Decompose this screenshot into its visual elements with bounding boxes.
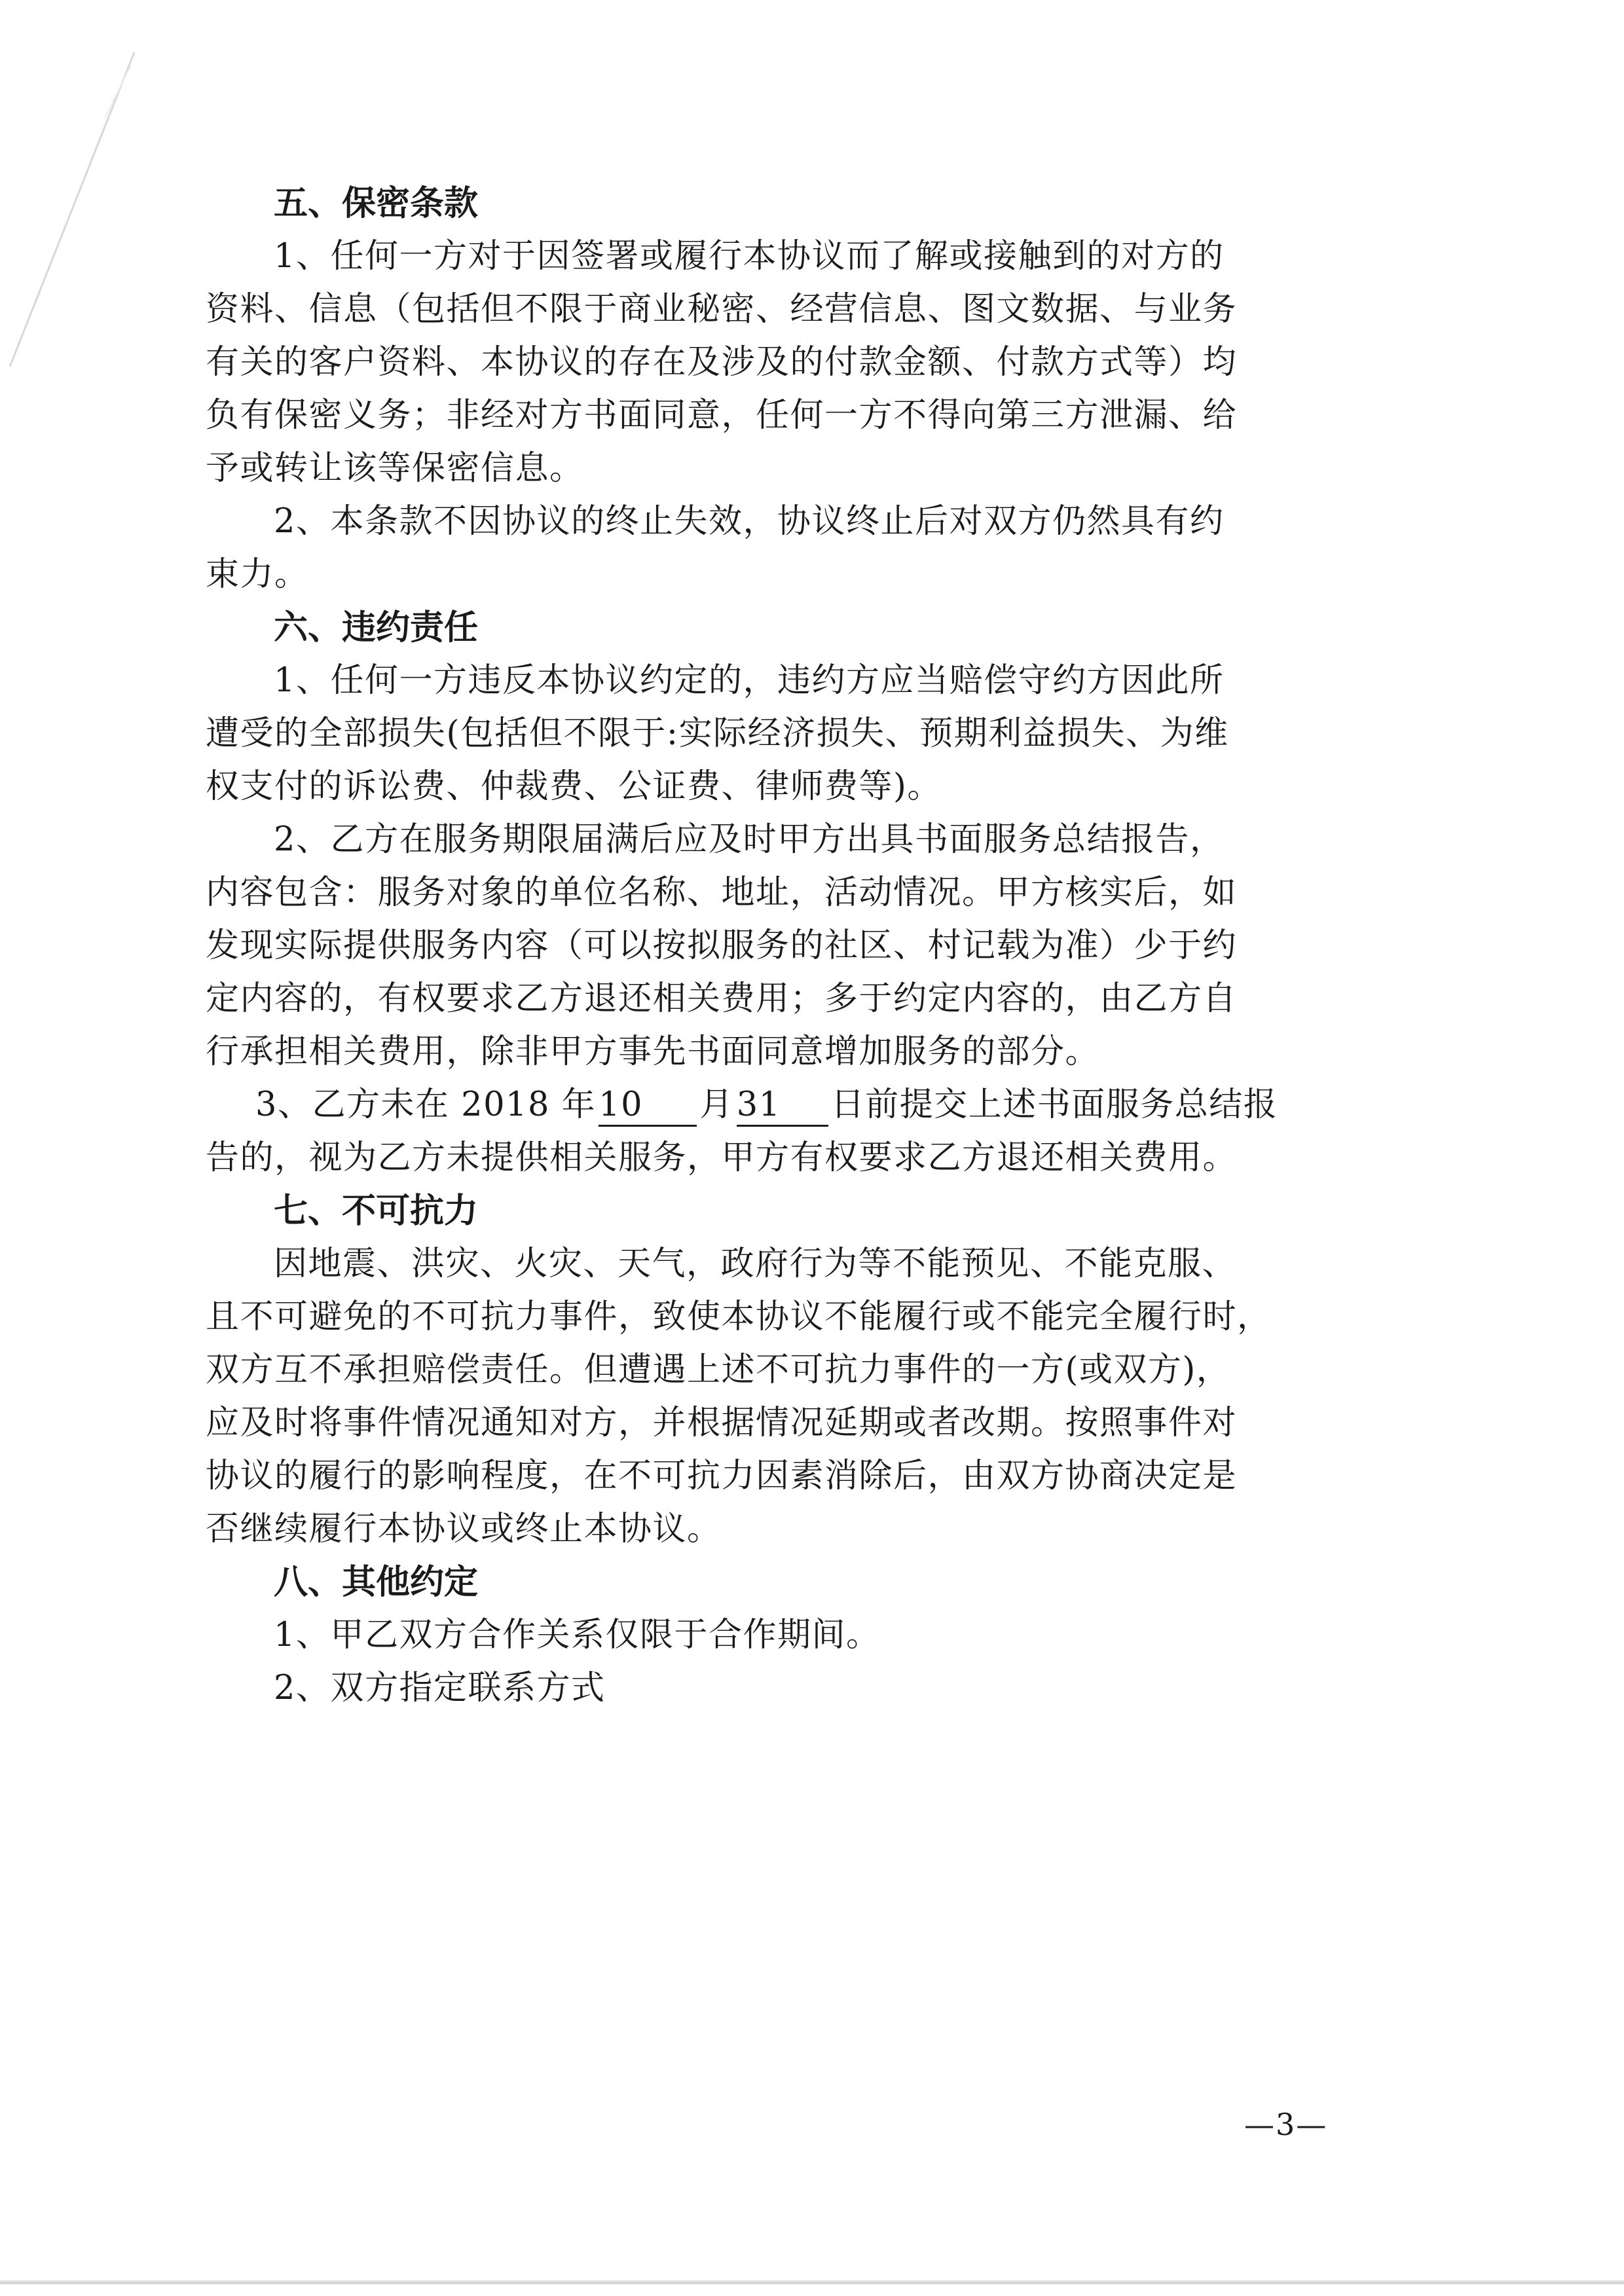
page-number: —3— [1244, 2107, 1328, 2142]
scan-bottom-edge [0, 2280, 1624, 2284]
text-line: 予或转让该等保密信息。 [206, 449, 584, 488]
text-line: 资料、信息（包括但不限于商业秘密、经营信息、图文数据、与业务 [206, 290, 1238, 329]
text-line: 定内容的，有权要求乙方退还相关费用；多于约定内容的，由乙方自 [206, 979, 1238, 1018]
deadline-month-field: 10 [599, 1085, 697, 1127]
text-line: 告的，视为乙方未提供相关服务，甲方有权要求乙方退还相关费用。 [206, 1139, 1238, 1177]
text-line: 2、本条款不因协议的终止失效，协议终止后对双方仍然具有约 [274, 502, 1225, 541]
scan-edge-mark [0, 39, 144, 380]
month-unit: 月 [699, 1085, 734, 1124]
section-5-paragraph-2 [206, 495, 1338, 601]
text-line: 否继续履行本协议或终止本协议。 [206, 1510, 722, 1548]
text-line: 协议的履行的影响程度，在不可抗力因素消除后，由双方协商决定是 [206, 1457, 1238, 1495]
document-body [206, 177, 1338, 1715]
section-6-paragraph-2 [206, 813, 1338, 1078]
section-7-paragraph-1 [206, 1237, 1338, 1556]
text-line-with-blanks [206, 1078, 1338, 1131]
section-7-title: 七、不可抗力 [274, 1191, 479, 1231]
text-line: 束力。 [206, 555, 309, 594]
section-6-paragraph-1 [206, 654, 1338, 813]
text-line: 1、任何一方对于因签署或履行本协议而了解或接触到的对方的 [274, 237, 1225, 276]
text-line: 内容包含：服务对象的单位名称、地址，活动情况。甲方核实后，如 [206, 873, 1238, 912]
text-line: 遭受的全部损失(包括但不限于:实际经济损失、预期利益损失、为维 [206, 714, 1229, 753]
section-6-title: 六、违约责任 [274, 608, 479, 647]
text-line: 2、乙方在服务期限届满后应及时甲方出具书面服务总结报告， [274, 820, 1225, 859]
text-line: 有关的客户资料、本协议的存在及涉及的付款金额、付款方式等）均 [206, 343, 1238, 382]
section-8-item-2: 2、双方指定联系方式 [274, 1669, 606, 1707]
text-line: 双方互不承担赔偿责任。但遭遇上述不可抗力事件的一方(或双方)， [206, 1351, 1231, 1389]
text-line: 行承担相关费用，除非甲方事先书面同意增加服务的部分。 [206, 1032, 1100, 1071]
text-line: 1、任何一方违反本协议约定的，违约方应当赔偿守约方因此所 [274, 661, 1225, 700]
text-line: 且不可避免的不可抗力事件，致使本协议不能履行或不能完全履行时， [206, 1298, 1272, 1336]
section-8-title: 八、其他约定 [274, 1562, 479, 1602]
section-8-item-1: 1、甲乙双方合作关系仅限于合作期间。 [274, 1616, 881, 1654]
section-5-paragraph-1 [206, 230, 1338, 495]
section-5-title: 五、保密条款 [274, 183, 479, 223]
text-line: 应及时将事件情况通知对方，并根据情况延期或者改期。按照事件对 [206, 1404, 1238, 1442]
text-line: 负有保密义务；非经对方书面同意，任何一方不得向第三方泄漏、给 [206, 396, 1238, 435]
deadline-prefix: 3、乙方未在 2018 年 [255, 1085, 597, 1124]
text-line: 因地震、洪灾、火灾、天气，政府行为等不能预见、不能克服、 [274, 1245, 1237, 1283]
deadline-suffix: 日前提交上述书面服务总结报 [830, 1085, 1278, 1124]
section-6-paragraph-3 [206, 1078, 1338, 1184]
text-line: 权支付的诉讼费、仲裁费、公证费、律师费等)。 [206, 767, 942, 806]
text-line: 发现实际提供服务内容（可以按拟服务的社区、村记载为准）少于约 [206, 926, 1238, 965]
deadline-day-field: 31 [737, 1085, 828, 1127]
